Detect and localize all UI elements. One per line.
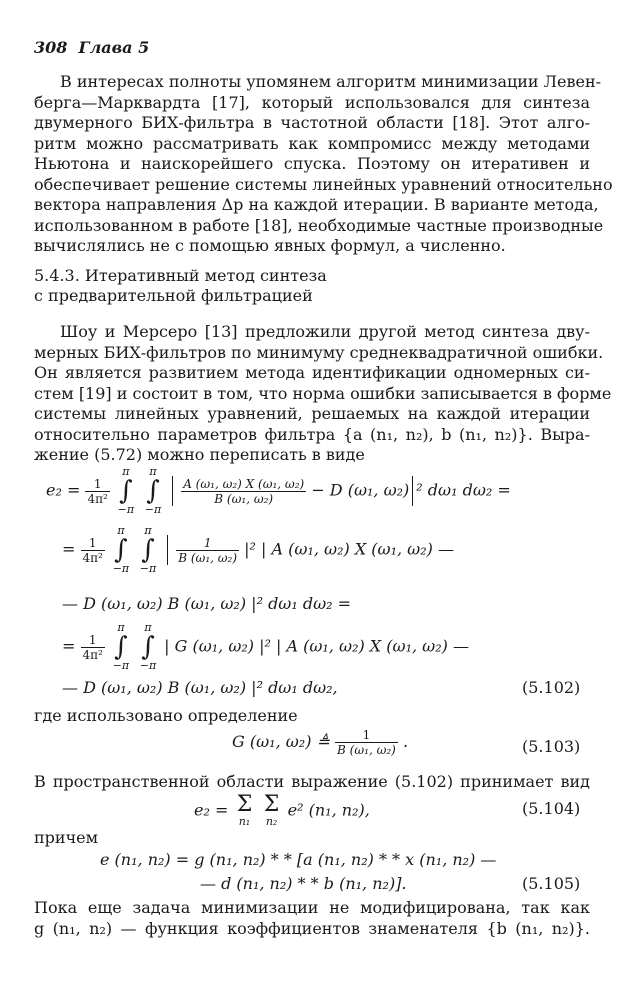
text-line: Ньютона и наискорейшего спуска. Поэтому он итеративен и	[34, 154, 590, 173]
eq-term: − D (ω₁, ω₂)	[311, 480, 410, 500]
equation-5-105-line-1: e (n₁, n₂) = g (n₁, n₂) * * [a (n₁, n₂) * * x (n₁, n₂) —	[100, 850, 497, 869]
abs-bar	[167, 535, 168, 565]
abs-bar	[172, 476, 173, 506]
integral: π ∫ −π	[139, 524, 157, 575]
section-title-line: 5.4.3. Итеративный метод синтеза	[34, 266, 327, 285]
text-line: Он является развитием метода идентификации одномерных си-	[34, 363, 590, 382]
equation-line-1	[46, 466, 511, 516]
text-line: вычислялись не с помощью явных формул, а численно.	[34, 236, 506, 255]
paragraph-levenberg	[34, 72, 613, 257]
eq-lhs: e₂ =	[194, 800, 229, 820]
chapter-label: Глава 5	[78, 38, 150, 57]
eq-term: ² dω₁ dω₂ =	[416, 480, 511, 500]
equation-line-4	[62, 622, 469, 672]
text-line: g (n₁, n₂) — функция коэффициентов знаменателя {b (n₁, n₂)}.	[34, 918, 590, 938]
text-line: В пространственной области выражение (5.102) принимает вид	[34, 772, 590, 791]
text-line: вектора направления Δp на каждой итерации. В варианте метода,	[34, 195, 599, 214]
equation-5-103	[232, 728, 408, 757]
equation-5-105-line-2: — d (n₁, n₂) * * b (n₁, n₂)].	[200, 874, 407, 893]
text-line: причем	[34, 828, 99, 847]
eq-term: |² | A (ω₁, ω₂) X (ω₁, ω₂) —	[244, 539, 454, 559]
equation-number: (5.104)	[522, 799, 581, 818]
abs-bar	[412, 476, 413, 506]
text-line: мерных БИХ-фильтров по минимуму среднеквадратичной ошибки.	[34, 342, 604, 362]
integral: π ∫ −π	[117, 465, 135, 516]
text-line: В интересах полноты упомянем алгоритм минимизации Левен-	[60, 72, 602, 91]
text-line: берга—Марквардта [17], который использовался для синтеза	[34, 92, 590, 112]
text-line: Пока еще задача минимизации не модифицирована, так как	[34, 898, 590, 917]
summation: Σ n₂	[263, 792, 280, 828]
fraction: $\frac{1}{\text{B (ω₁, ω₂)}}$	[178, 535, 238, 565]
text-line: жение (5.72) можно переписать в виде	[34, 445, 365, 464]
fraction: $\frac{\text{A (ω₁, ω₂) X (ω₁, ω₂)}}{\text{B (ω₁, ω₂)}}$	[183, 476, 305, 506]
equation-line-3: — D (ω₁, ω₂) B (ω₁, ω₂) |² dω₁ dω₂ =	[62, 594, 352, 613]
eq-sign: =	[62, 539, 76, 559]
equation-number: (5.102)	[522, 678, 581, 697]
integral: π ∫ −π	[144, 465, 162, 516]
eq-lhs: e₂ =	[46, 480, 81, 500]
summation: Σ n₁	[236, 792, 253, 828]
fraction: $\frac{1}{\text{4π²}}$	[82, 632, 103, 662]
text-line: Шоу и Мерсеро [13] предложили другой метод синтеза дву-	[60, 322, 590, 341]
eq-lhs: G (ω₁, ω₂) ≜	[232, 732, 330, 751]
text-line: двумерного БИХ-фильтра в частотной области [18]. Этот алго-	[34, 113, 590, 132]
paragraph-shaw-mersereau	[34, 322, 612, 466]
text-line: системы линейных уравнений, решаемых на каждой итерации	[34, 404, 590, 423]
eq-term: e² (n₁, n₂),	[287, 800, 370, 820]
page-header	[34, 38, 149, 57]
integral: π ∫ −π	[112, 524, 130, 575]
paragraph-final	[34, 898, 590, 939]
equation-line-2	[62, 525, 454, 575]
text-line: относительно параметров фильтра {a (n₁, n₂), b (n₁, n₂)}. Выра-	[34, 424, 590, 444]
eq-term: | G (ω₁, ω₂) |² | A (ω₁, ω₂) X (ω₁, ω₂) —	[164, 636, 469, 656]
page-number: 308	[34, 38, 68, 57]
text-line: стем [19] и состоит в том, что норма ошибки записывается в форме	[34, 383, 612, 403]
section-title-line: с предварительной фильтрацией	[34, 286, 313, 305]
text-line: ритм можно рассматривать как компромисс между методами	[34, 133, 590, 153]
equation-5-104	[194, 794, 370, 828]
integral: π ∫ −π	[112, 621, 130, 672]
section-heading	[34, 266, 327, 306]
fraction: $\frac{1}{\text{4π²}}$	[87, 476, 108, 506]
equation-line-5: — D (ω₁, ω₂) B (ω₁, ω₂) |² dω₁ dω₂,	[62, 678, 338, 697]
integral: π ∫ −π	[139, 621, 157, 672]
text-line: где использовано определение	[34, 706, 298, 725]
equation-number: (5.103)	[522, 737, 581, 756]
text-line: обеспечивает решение системы линейных уравнений относительно	[34, 174, 613, 194]
text-line: использованном в работе [18], необходимые частные производные	[34, 215, 604, 235]
equation-number: (5.105)	[522, 874, 581, 893]
fraction: $\frac{1}{\text{B (ω₁, ω₂)}}$	[337, 728, 396, 757]
fraction: $\frac{1}{\text{4π²}}$	[82, 535, 103, 565]
eq-sign: =	[62, 636, 76, 656]
eq-term: .	[402, 732, 409, 751]
